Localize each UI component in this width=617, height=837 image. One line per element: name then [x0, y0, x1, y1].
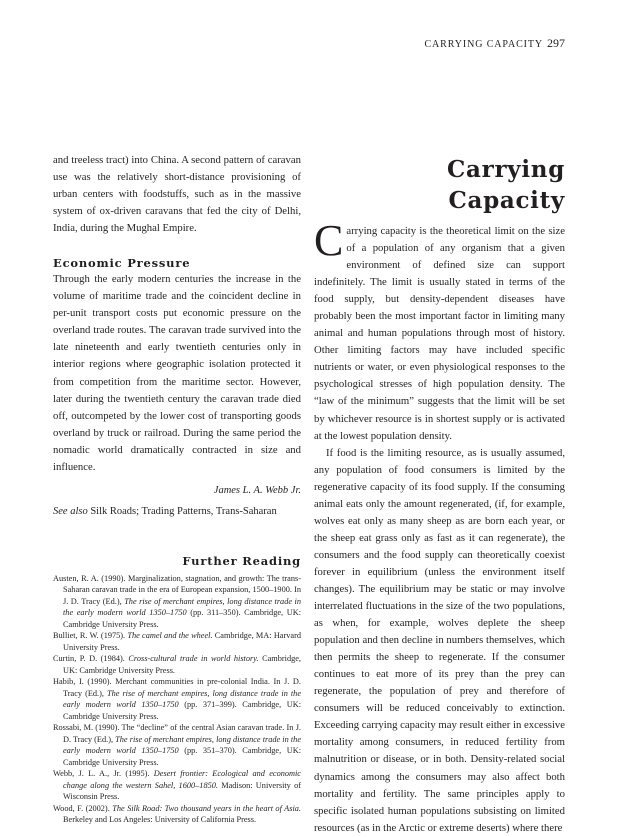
article-title-line2: Capacity — [448, 187, 565, 214]
article-title-line1: Carrying — [447, 156, 565, 183]
reference-item: Habib, I. (1990). Merchant communities in pre-colonial India. In J. D. Tracy (Ed.), The rise of merchant empires, long distance trade in the early modern world 1350–1750 (pp. 371–399). Cambridge, UK: Cambridge University Press. — [53, 677, 302, 721]
article-paragraph-1-text: arrying capacity is the theoretical limit on the size of a population of any organism that a given environment of defined size can support indefinitely. The limit is usually stated in terms of the food supply, but density-dependent diseases have probably been the most important factor in limiting many animal and human populations through most of history. Other limiting factors may have included specific nutrients or water, or even physiological responses to the psychological stresses of high population density. The “law of the minimum” suggests that the limit will be set by whichever resource is in shortest supply or is activated at the lowest population density. — [314, 225, 565, 442]
see-also — [53, 506, 301, 517]
page-number: 297 — [547, 36, 565, 50]
running-head — [424, 36, 565, 51]
reference-item: Bulliet, R. W. (1975). The camel and the wheel. Cambridge, MA: Harvard University Press. — [53, 631, 301, 652]
author-attribution: James L. A. Webb Jr. — [213, 484, 301, 496]
article-title — [447, 154, 565, 216]
economic-pressure-paragraph: Through the early modern centuries the increase in the volume of maritime trade and the coincident decline in per-unit transport costs put economic pressure on the overland trade routes. The caravan trade survived into the late nineteenth and early twentieth centuries only in interior regions where geographic isolation protected it from competition from the maritime sector. However, later during the twentieth century the caravan trade died off, outcompeted by the lower cost of transporting goods overland by truck or railroad. During the same period the nomadic world dramatically contracted in size and influence. — [53, 273, 301, 473]
reference-item: Wood, F. (2002). The Silk Road: Two thousand years in the heart of Asia. Berkeley and Los Angeles: University of California Press. — [53, 803, 301, 825]
reference-item: Austen, R. A. (1990). Marginalization, stagnation, and growth: The trans-Saharan caravan trade in the era of European expansion, 1500–1900. In J. D. Tracy (Ed.), The rise of merchant empires, long distance trade in the early modern world 1350–1750 (pp. 311–350). Cambridge, UK: Cambridge University Press. — [53, 573, 302, 629]
see-also-label: See also — [53, 505, 88, 517]
reference-item: Rossabi, M. (1990). The “decline” of the central Asian caravan trade. In J. D. Tracy (Ed.), The rise of merchant empires, long distance trade in the early modern world 1350–1750 (pp. 351–370). Cambridge, UK: Cambridge University Press. — [53, 723, 301, 767]
drop-cap: C — [314, 216, 344, 265]
article-paragraph-1 — [314, 216, 565, 445]
continued-paragraph: and treeless tract) into China. A second pattern of caravan use was the relatively short-distance provisioning of urban centers with foodstuffs, such as in the massive system of ox-driven caravans that fed the city of Delhi, India, during the Mughal Empire. — [53, 154, 301, 235]
left-column — [53, 152, 301, 826]
running-head-title: CARRYING CAPACITY — [424, 39, 543, 50]
see-also-links[interactable]: Silk Roads; Trading Patterns, Trans-Saharan — [90, 505, 277, 517]
further-reading-heading: Further Reading — [182, 553, 301, 568]
reference-list — [53, 573, 301, 826]
right-column — [314, 216, 565, 837]
section-heading-economic-pressure: Economic Pressure — [53, 256, 191, 271]
reference-item: Curtin, P. D. (1984). Cross-cultural trade in world history. Cambridge, UK: Cambridge University Press. — [53, 654, 302, 675]
reference-item: Webb, J. L. A., Jr. (1995). Desert frontier: Ecological and economic change along the western Sahel, 1600–1850. Madison: University of Wisconsin Press. — [53, 769, 301, 802]
article-paragraph-2: If food is the limiting resource, as is usually assumed, any population of food consumers is limited by the regenerative capacity of its food supply. If the consuming animal eats only the amount regenerated, (if, for example, wolves eat only as many sheep as are born each year, or the sheep eat grass only as fast as it can regenerate), the consumers and the food supply can theoretically coexist forever in equilibrium (unless the environment itself changes). The equilibrium may be static or may involve interrelated fluctuations in the size of the two populations, as when, for example, wolves deplete the sheep population and then decline in numbers themselves, which then permits the sheep to regenerate. If the consumer continues to eat more of its prey than the prey can regenerate, the population of prey and therefore of consumers will be reduced conceivably to extinction. Exceeding carrying capacity may result either in excessive mortality among consumers, in reduced fertility from malnutrition or disease, or in both. Density-related social dynamics among the consumers may also affect both mortality and fertility. The same principles apply to specific isolated human populations subsisting on limited resources (as in the Arctic or extreme deserts) where there — [314, 446, 565, 834]
